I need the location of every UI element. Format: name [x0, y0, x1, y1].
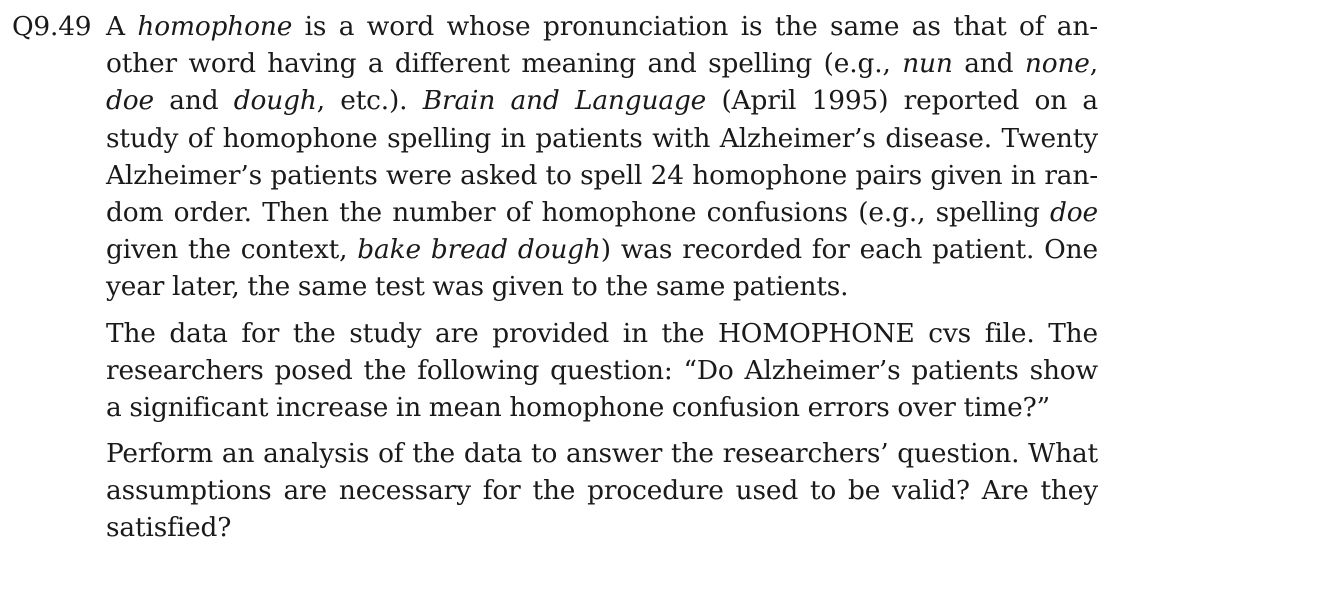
text-line: [106, 315, 1098, 352]
text-run: assumptions are necessary for the procedure used to be valid? Are they: [106, 475, 1098, 507]
text-run: and: [952, 48, 1025, 80]
text-line: [106, 231, 1098, 268]
text-line: [106, 472, 1098, 509]
italic-text: nun: [902, 48, 953, 80]
text-run: researchers posed the following question: “Do Alzheimer’s patients show: [106, 354, 1098, 386]
text-run: and: [153, 85, 234, 117]
text-line: [106, 435, 1098, 472]
text-line: [106, 120, 1098, 157]
text-run: A: [106, 11, 138, 42]
text-line: [106, 389, 1146, 426]
text-run: The data for the study are provided in the HOMOPHONE cvs file. The: [106, 317, 1098, 349]
text-line: [106, 194, 1098, 231]
text-line: [106, 157, 1098, 194]
text-line: [106, 509, 1146, 546]
text-line: [106, 8, 1098, 45]
text-run: (April 1995) reported on a: [706, 85, 1098, 117]
text-run: dom order. Then the number of homophone confusions (e.g., spelling: [106, 196, 1051, 228]
text-run: Perform an analysis of the data to answer the researchers’ question. What: [106, 438, 1098, 470]
text-line: [106, 45, 1098, 82]
paragraph-1: [106, 8, 1146, 306]
problem-text: [106, 8, 1146, 547]
italic-text: none: [1024, 48, 1090, 80]
text-run: year later, the same test was given to the same patients.: [106, 271, 849, 303]
text-line: [106, 352, 1098, 389]
text-line: [106, 82, 1098, 119]
paragraph-2: [106, 315, 1146, 427]
text-run: study of homophone spelling in patients with Alzheimer’s disease. Twenty: [106, 122, 1098, 154]
text-run: ,: [1089, 48, 1099, 80]
text-run: other word having a different meaning and spelling (e.g.,: [106, 48, 903, 80]
text-run: is a word whose pronunciation is the same as that of an-: [292, 11, 1099, 42]
italic-text: Brain and Language: [422, 85, 707, 117]
italic-text: doe: [106, 85, 154, 117]
text-run: , etc.).: [316, 85, 423, 117]
text-run: Alzheimer’s patients were asked to spell 24 homophone pairs given in ran-: [106, 159, 1098, 191]
text-run: a significant increase in mean homophone confusion errors over time?”: [106, 391, 1050, 423]
italic-text: homophone: [137, 11, 293, 42]
text-line: [106, 268, 1146, 305]
italic-text: bake bread dough: [357, 234, 601, 266]
italic-text: dough: [233, 85, 317, 117]
text-run: given the context,: [106, 234, 358, 266]
text-run: satisfied?: [106, 512, 232, 544]
text-run: ) was recorded for each patient. One: [600, 234, 1098, 266]
question-number: Q9.49: [12, 11, 92, 42]
paragraph-3: [106, 435, 1146, 547]
italic-text: doe: [1050, 196, 1098, 228]
